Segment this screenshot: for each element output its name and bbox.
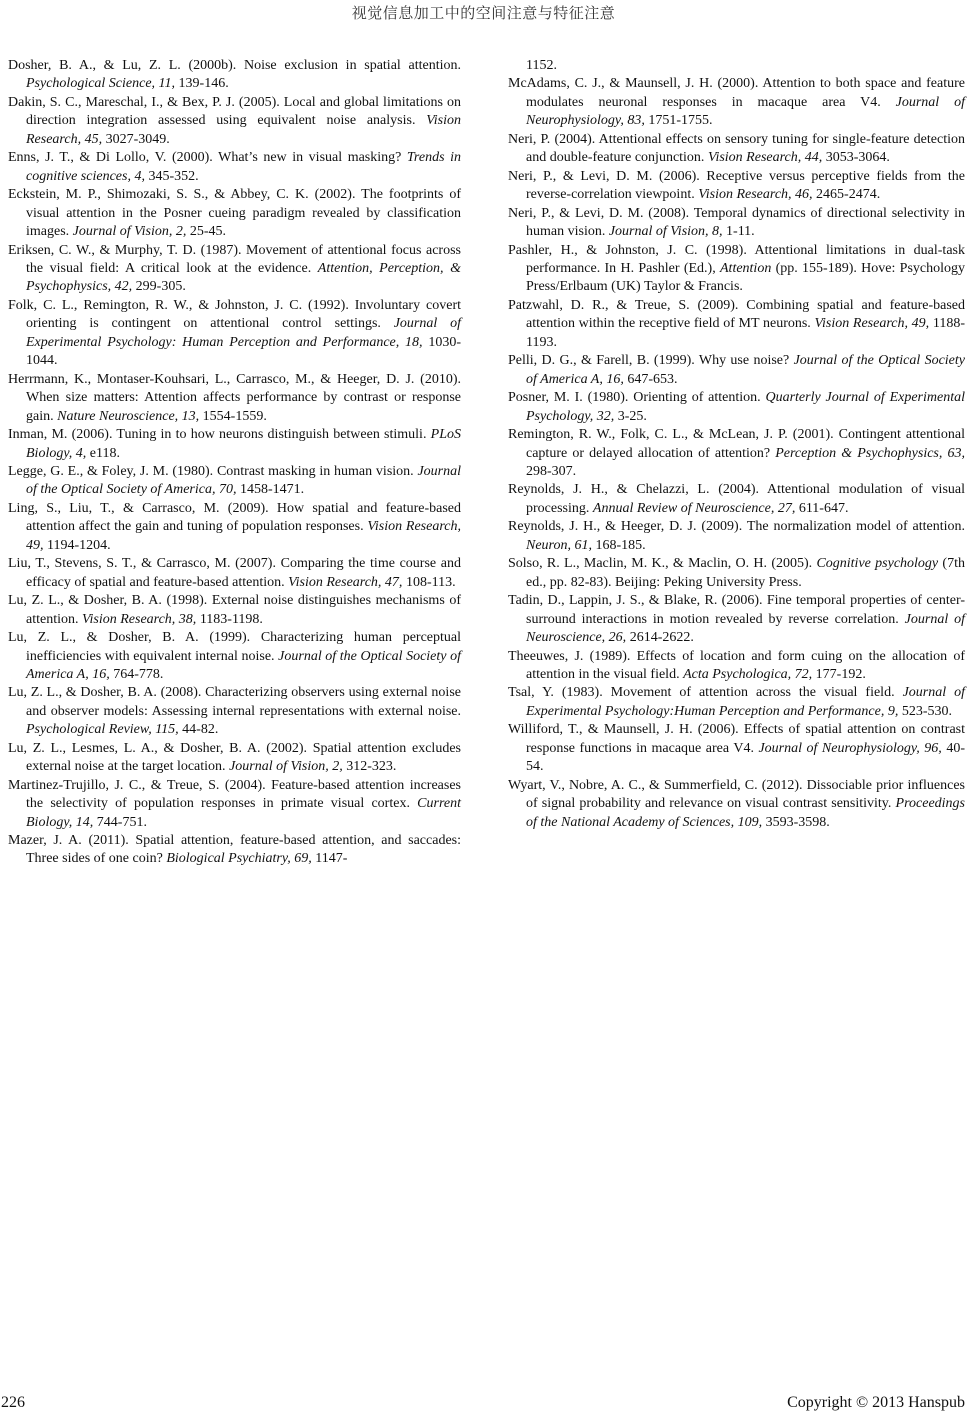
reference-text: (7th ed., pp. 82-83). Beijing: Peking University Press. (526, 556, 965, 590)
reference-text: Dakin, S. C., Mareschal, I., & Bex, P. J. (2005). Local and global limitations on direction integration assessed using equivalent noise analysis. (8, 94, 461, 129)
reference-text: 1194-1204. (43, 537, 111, 553)
reference-text: 1183-1198. (196, 611, 263, 627)
reference-source: Journal of Vision, 2, (72, 224, 187, 240)
reference-text: Pashler, H., & Johnston, J. C. (1998). Attentional limitations in dual-task performance. In H. Pashler (Ed.), (508, 242, 965, 276)
reference-source: Journal of Experimental Psychology:Human Perception and Performance, 9, (526, 685, 965, 719)
reference-entry (8, 242, 461, 297)
reference-continuation (508, 57, 965, 75)
reference-source: Journal of the Optical Society of America A, 16, (526, 353, 965, 387)
reference-source: PLoS Biology, 4, (26, 427, 461, 461)
reference-source: Vision Research, 44, (707, 150, 823, 166)
reference-source: Perception & Psychophysics, 63, (775, 445, 966, 461)
reference-source: Attention, Perception, & Psychophysics, 42, (26, 260, 461, 295)
reference-text: 108-113. (402, 574, 456, 590)
reference-entry (8, 777, 461, 832)
reference-entry (508, 242, 965, 297)
reference-source: Psychological Science, 11, (26, 76, 176, 92)
reference-entry (8, 371, 461, 426)
reference-text: Neri, P., & Levi, D. M. (2008). Temporal dynamics of directional selectivity in human vision. (508, 205, 965, 240)
reference-text: Martinez-Trujillo, J. C., & Treue, S. (2004). Feature-based attention increases the selectivity of population responses in primate visual cortex. (8, 777, 461, 812)
reference-entry (508, 297, 965, 352)
reference-entry (508, 684, 965, 721)
reference-source: Trends in cognitive sciences, 4, (26, 150, 461, 184)
reference-source: Vision Research, 46, (698, 187, 813, 203)
reference-text: 177-192. (812, 666, 866, 682)
reference-text: Remington, R. W., Folk, C. L., & McLean, J. P. (2001). Contingent attentional capture or delayed allocation of attention? (508, 427, 965, 461)
reference-text: Williford, T., & Maunsell, J. H. (2006). Effects of spatial attention on contrast response functions in macaque area V4. (508, 722, 965, 756)
reference-source: Vision Research, 49, (814, 316, 930, 332)
reference-text: 647-653. (623, 371, 678, 387)
reference-entry (508, 721, 965, 776)
references-right-column (508, 57, 965, 832)
reference-text: Solso, R. L., Maclin, M. K., & Maclin, O. H. (2005). (508, 556, 817, 572)
reference-text: 44-82. (178, 722, 219, 738)
reference-text: 40-54. (526, 740, 965, 775)
copyright-notice: Copyright © 2013 Hanspub (787, 1394, 965, 1411)
page-number: 226 (1, 1394, 25, 1411)
reference-text: Enns, J. T., & Di Lollo, V. (2000). What’s new in visual masking? (8, 150, 407, 166)
reference-text: McAdams, C. J., & Maunsell, J. H. (2000). Attention to both space and feature modulates neuronal responses in macaque area V4. (508, 76, 965, 110)
reference-text: 1188-1193. (526, 316, 965, 350)
reference-text: 2614-2622. (626, 630, 694, 646)
reference-text: Patzwahl, D. R., & Treue, S. (2009). Combining spatial and feature-based attention within the receptive field of MT neurons. (508, 297, 965, 332)
reference-text: 3027-3049. (102, 131, 170, 147)
reference-text: 3-25. (614, 408, 647, 424)
reference-entry (8, 463, 461, 500)
reference-text: Neri, P. (2004). Attentional effects on sensory tuning for single-feature detection and double-feature conjunction. (508, 131, 965, 166)
reference-text: 312-323. (342, 759, 397, 775)
reference-text: 1751-1755. (644, 113, 713, 129)
reference-text: Lu, Z. L., & Dosher, B. A. (1998). External noise distinguishes mechanisms of attention. (8, 593, 461, 627)
running-header: 视觉信息加工中的空间注意与特征注意 (351, 4, 616, 22)
reference-entry (8, 57, 461, 94)
reference-entry (8, 629, 461, 684)
reference-entry (8, 555, 461, 592)
reference-source: Annual Review of Neuroscience, 27, (592, 500, 796, 516)
reference-source: Cognitive psychology (816, 556, 939, 572)
reference-text: 168-185. (591, 537, 646, 553)
reference-text: Folk, C. L., Remington, R. W., & Johnston, J. C. (1992). Involuntary covert orienting is contingent on attentional control settings. (8, 297, 461, 332)
reference-source: Journal of the Optical Society of America, 70, (26, 463, 461, 498)
reference-entry (8, 832, 461, 869)
reference-text: 2465-2474. (812, 187, 881, 203)
reference-source: Current Biology, 14, (26, 796, 461, 830)
reference-text: Eriksen, C. W., & Murphy, T. D. (1987). Movement of attentional focus across the visual field: A critical look at the evidence. (8, 242, 461, 276)
reference-entry (508, 648, 965, 685)
reference-text: 1147- (311, 851, 348, 867)
reference-text: 523-530. (898, 703, 952, 719)
reference-entry (508, 481, 965, 518)
reference-entry (8, 500, 461, 555)
reference-entry (8, 684, 461, 739)
reference-text: Herrmann, K., Montaser-Kouhsari, L., Carrasco, M., & Heeger, D. J. (2010). When size matters: Attention affects performance by contrast or response gain. (8, 371, 461, 424)
reference-entry (508, 205, 965, 242)
reference-text: 1554-1559. (199, 408, 267, 424)
reference-text: (pp. 155-189). Hove: Psychology Press/Erlbaum (UK) Taylor & Francis. (526, 260, 965, 295)
reference-text: 3593-3598. (762, 814, 830, 830)
reference-source: Vision Research, 38, (82, 611, 197, 627)
reference-entry (8, 740, 461, 777)
reference-entry (8, 297, 461, 371)
reference-text: Theeuwes, J. (1989). Effects of location and form cuing on the allocation of attention in the visual field. (508, 648, 965, 682)
reference-text: 1-11. (722, 224, 755, 240)
reference-source: Psychological Review, 115, (26, 722, 179, 738)
reference-text: 298-307. (526, 463, 577, 479)
reference-text: 1030-1044. (26, 334, 461, 369)
reference-text: Posner, M. I. (1980). Orienting of attention. (508, 390, 766, 406)
reference-source: Journal of Neuroscience, 26, (526, 611, 965, 646)
reference-text: Ling, S., Liu, T., & Carrasco, M. (2009). How spatial and feature-based attention affect the gain and tuning of population responses. (8, 500, 461, 535)
reference-text: 25-45. (186, 224, 227, 240)
reference-text: 1458-1471. (236, 482, 305, 498)
reference-entry (508, 131, 965, 168)
reference-source: Nature Neuroscience, 13, (57, 408, 200, 424)
reference-entry (508, 518, 965, 555)
reference-entry (508, 592, 965, 647)
reference-text: Reynolds, J. H., & Chelazzi, L. (2004). Attentional modulation of visual processing. (508, 482, 965, 516)
reference-text: 299-305. (132, 279, 186, 295)
reference-source: Neuron, 61, (526, 537, 592, 553)
references-left-column (8, 57, 461, 869)
reference-text: Legge, G. E., & Foley, J. M. (1980). Contrast masking in human vision. (8, 463, 418, 479)
reference-text: 139-146. (175, 76, 229, 92)
reference-source: Journal of Neurophysiology, 96, (758, 740, 942, 756)
reference-text: Eckstein, M. P., Shimozaki, S. S., & Abbey, C. K. (2002). The footprints of visual attention in the Posner cueing paradigm revealed by classification images. (8, 187, 461, 240)
reference-entry (508, 75, 965, 130)
reference-source: Journal of Vision, 8, (608, 224, 723, 240)
reference-entry (508, 426, 965, 481)
reference-text: e118. (86, 445, 120, 461)
reference-text: 764-778. (109, 666, 164, 682)
reference-source: Quarterly Journal of Experimental Psychology, 32, (526, 390, 965, 424)
reference-entry (508, 352, 965, 389)
reference-source: Proceedings of the National Academy of Sciences, 109, (526, 796, 965, 830)
reference-entry (508, 389, 965, 426)
reference-source: Journal of Neurophysiology, 83, (526, 94, 965, 129)
reference-entry (508, 777, 965, 832)
reference-entry (8, 592, 461, 629)
reference-entry (8, 426, 461, 463)
reference-entry (508, 168, 965, 205)
reference-source: Vision Research, 49, (26, 519, 461, 553)
reference-text: Inman, M. (2006). Tuning in to how neurons distinguish between stimuli. (8, 427, 431, 443)
reference-text: Tsal, Y. (1983). Movement of attention across the visual field. (508, 685, 903, 701)
reference-text: Mazer, J. A. (2011). Spatial attention, feature-based attention, and saccades: Three sides of one coin? (8, 833, 461, 867)
reference-source: Vision Research, 45, (26, 113, 461, 147)
reference-text: Neri, P., & Levi, D. M. (2006). Receptive versus perceptive fields from the reverse-correlation viewpoint. (508, 168, 965, 203)
reference-entry (8, 94, 461, 149)
reference-text: Dosher, B. A., & Lu, Z. L. (2000b). Noise exclusion in spatial attention. (8, 58, 461, 73)
reference-source: Biological Psychiatry, 69, (166, 851, 312, 867)
reference-text: Liu, T., Stevens, S. T., & Carrasco, M. (2007). Comparing the time course and efficacy of spatial and feature-based attention. (8, 556, 461, 590)
reference-text: Lu, Z. L., & Dosher, B. A. (1999). Characterizing human perceptual inefficiencies with equivalent internal noise. (8, 630, 461, 664)
reference-text: 345-352. (144, 168, 199, 184)
reference-text: 611-647. (795, 500, 849, 516)
reference-source: Journal of the Optical Society of America A, 16, (26, 648, 461, 682)
reference-text: 3053-3064. (822, 150, 890, 166)
reference-text: Tadin, D., Lappin, J. S., & Blake, R. (2006). Fine temporal properties of center-surround interactions in motion revealed by reverse correlation. (508, 593, 965, 627)
reference-text: Wyart, V., Nobre, A. C., & Summerfield, C. (2012). Dissociable prior influences of signal probability and relevance on visual contrast sensitivity. (508, 777, 965, 812)
reference-entry (8, 186, 461, 241)
reference-source: Journal of Vision, 2, (229, 759, 343, 775)
reference-text: 1152. (526, 58, 557, 73)
reference-text: Reynolds, J. H., & Heeger, D. J. (2009). The normalization model of attention. (508, 519, 965, 535)
reference-text: 744-751. (93, 814, 147, 830)
reference-source: Journal of Experimental Psychology: Human Perception and Performance, 18, (26, 316, 461, 350)
reference-text: Pelli, D. G., & Farell, B. (1999). Why use noise? (508, 353, 794, 369)
reference-source: Acta Psychologica, 72, (683, 666, 813, 682)
reference-entry (8, 149, 461, 186)
reference-source: Attention (720, 260, 772, 276)
reference-text: Lu, Z. L., & Dosher, B. A. (2008). Characterizing observers using external noise and observer models: Assessing internal representations with external noise. (8, 685, 461, 719)
reference-source: Vision Research, 47, (288, 574, 403, 590)
reference-entry (508, 555, 965, 592)
reference-text: Lu, Z. L., Lesmes, L. A., & Dosher, B. A. (2002). Spatial attention excludes external noise at the target location. (8, 740, 461, 775)
